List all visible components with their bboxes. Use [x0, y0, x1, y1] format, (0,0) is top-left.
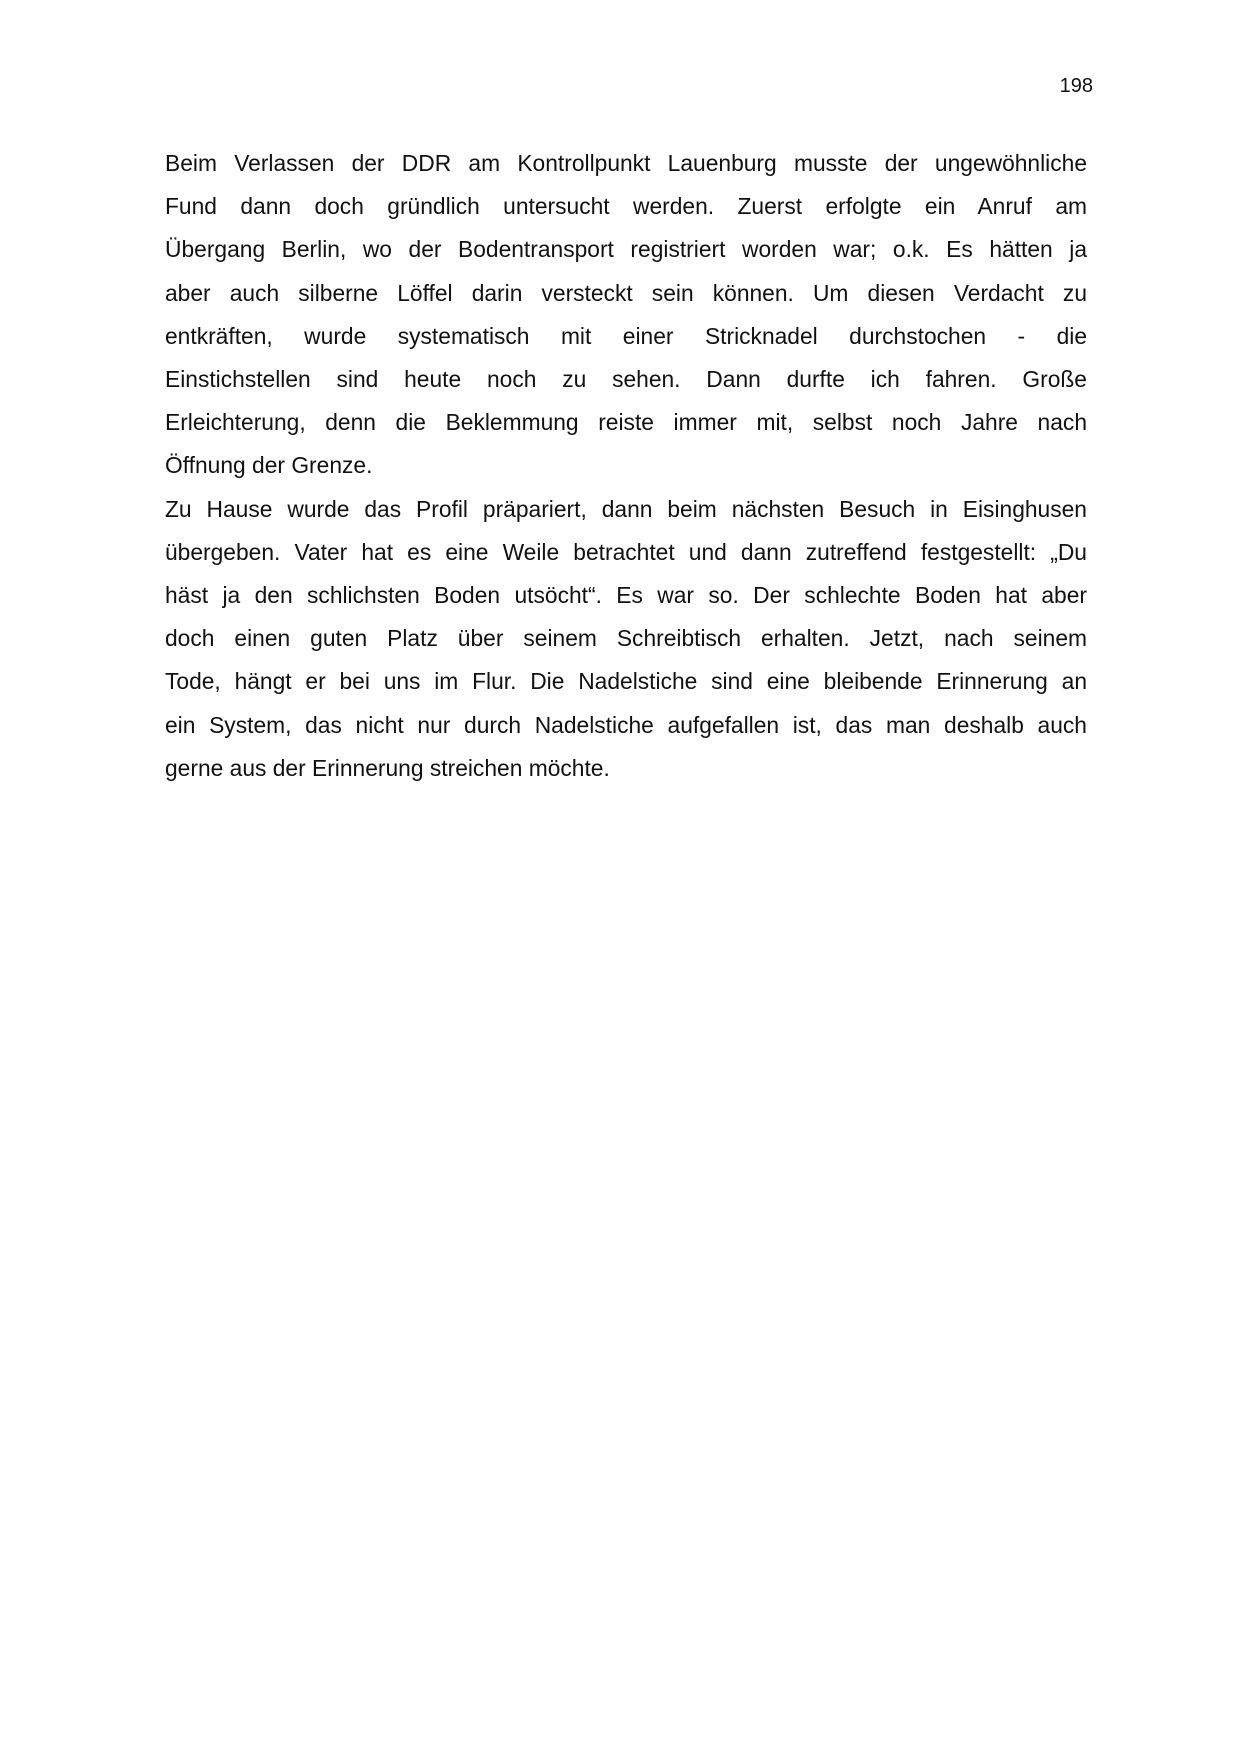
text-line: aber auch silberne Löffel darin versteckt sein können. Um diesen Verdacht zu	[165, 279, 1087, 306]
page-number: 198	[1059, 75, 1093, 97]
paragraph-2	[165, 488, 1087, 790]
body-text	[165, 142, 1087, 790]
text-line: häst ja den schlichsten Boden utsöcht“. Es war so. Der schlechte Boden hat aber	[165, 582, 1087, 609]
text-line: Öffnung der Grenze.	[165, 452, 373, 479]
paragraph-1	[165, 142, 1087, 488]
text-line: ein System, das nicht nur durch Nadelstiche aufgefallen ist, das man deshalb auch	[165, 711, 1087, 738]
text-line: Tode, hängt er bei uns im Flur. Die Nadelstiche sind eine bleibende Erinnerung an	[165, 668, 1087, 695]
text-line: Fund dann doch gründlich untersucht werden. Zuerst erfolgte ein Anruf am	[165, 193, 1087, 220]
text-line: übergeben. Vater hat es eine Weile betrachtet und dann zutreffend festgestellt: „Du	[165, 538, 1087, 565]
text-line: Beim Verlassen der DDR am Kontrollpunkt Lauenburg musste der ungewöhnliche	[165, 150, 1087, 176]
text-line: Übergang Berlin, wo der Bodentransport registriert worden war; o.k. Es hätten ja	[165, 236, 1087, 263]
text-line: entkräften, wurde systematisch mit einer Stricknadel durchstochen - die	[165, 322, 1087, 349]
text-line: Erleichterung, denn die Beklemmung reiste immer mit, selbst noch Jahre nach	[165, 409, 1087, 436]
text-line: Zu Hause wurde das Profil präpariert, dann beim nächsten Besuch in Eisinghusen	[165, 495, 1087, 522]
text-line: Einstichstellen sind heute noch zu sehen. Dann durfte ich fahren. Große	[165, 366, 1087, 393]
text-line: gerne aus der Erinnerung streichen möchte.	[165, 754, 610, 781]
text-line: doch einen guten Platz über seinem Schreibtisch erhalten. Jetzt, nach seinem	[165, 625, 1087, 652]
